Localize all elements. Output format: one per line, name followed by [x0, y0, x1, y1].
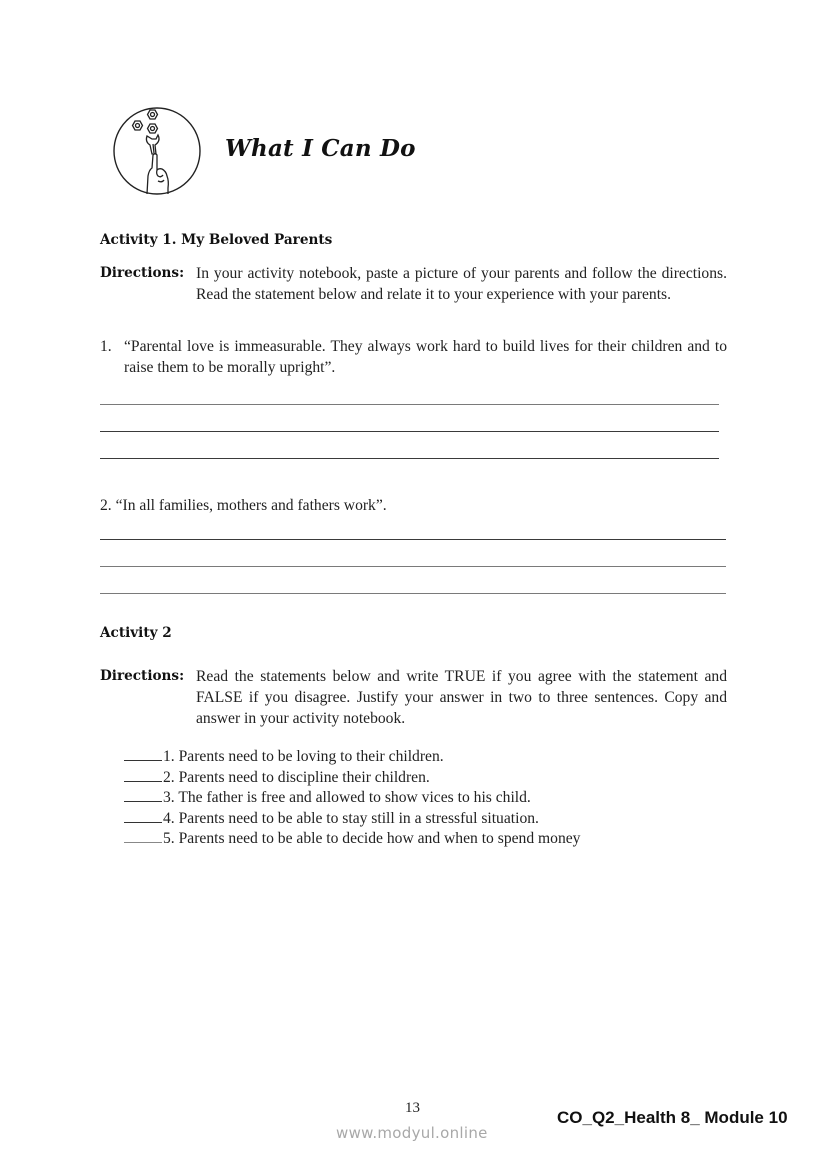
item-text: Parents need to be able to stay still in a stressful situation. [178, 809, 539, 827]
answer-blank[interactable] [124, 768, 162, 782]
question-number: 1. [100, 338, 112, 355]
activity2-heading: Activity 2 [100, 625, 172, 641]
item-number: 5. [163, 830, 175, 848]
answer-blank[interactable] [124, 788, 162, 802]
answer-blank[interactable] [124, 747, 162, 761]
item-text: The father is free and allowed to show vices to his child. [178, 789, 531, 807]
list-item [124, 747, 580, 768]
item-text: Parents need to be able to decide how and when to spend money [178, 830, 581, 848]
true-false-list [124, 747, 580, 850]
watermark: www.modyul.online [336, 1124, 488, 1142]
list-item [124, 768, 580, 789]
directions-text: Read the statements below and write TRUE if you agree with the statement and FALSE if you disagree. Justify your answer in two to three sentences. Copy and answer in your activity notebook. [196, 668, 727, 727]
question-number: 2. [100, 497, 112, 514]
directions-text: In your activity notebook, paste a picture of your parents and follow the directions. Read the statement below and relate it to your experience with your parents. [196, 265, 727, 303]
activity1-heading: Activity 1. My Beloved Parents [100, 232, 333, 248]
question-1 [100, 336, 727, 378]
directions-label: Directions: [100, 265, 185, 281]
list-item [124, 809, 580, 830]
answer-line[interactable] [100, 404, 719, 405]
section-title: What I Can Do [225, 135, 416, 162]
hand-wrench-nuts-icon [112, 106, 202, 196]
page-number: 13 [405, 1100, 420, 1116]
question-text: “In all families, mothers and fathers work”. [115, 497, 387, 514]
item-text: Parents need to discipline their children. [178, 768, 430, 786]
item-text: Parents need to be loving to their children. [178, 748, 444, 765]
answer-line[interactable] [100, 431, 719, 432]
module-code: CO_Q2_Health 8_ Module 10 [557, 1108, 788, 1127]
question-text: “Parental love is immeasurable. They always work hard to build lives for their children and to raise them to be morally upright”. [124, 338, 727, 376]
directions-label: Directions: [100, 668, 185, 684]
answer-line[interactable] [100, 566, 726, 567]
item-number: 1. [163, 748, 175, 765]
answer-blank[interactable] [124, 809, 162, 823]
item-number: 4. [163, 809, 175, 827]
list-item [124, 788, 580, 809]
answer-line[interactable] [100, 458, 719, 459]
activity2-directions [100, 666, 727, 730]
activity1-directions [100, 263, 727, 327]
item-number: 2. [163, 768, 175, 786]
question-2 [100, 495, 727, 516]
item-number: 3. [163, 789, 175, 807]
answer-line[interactable] [100, 539, 726, 540]
list-item [124, 829, 580, 850]
answer-blank[interactable] [124, 829, 162, 843]
answer-line[interactable] [100, 593, 726, 594]
